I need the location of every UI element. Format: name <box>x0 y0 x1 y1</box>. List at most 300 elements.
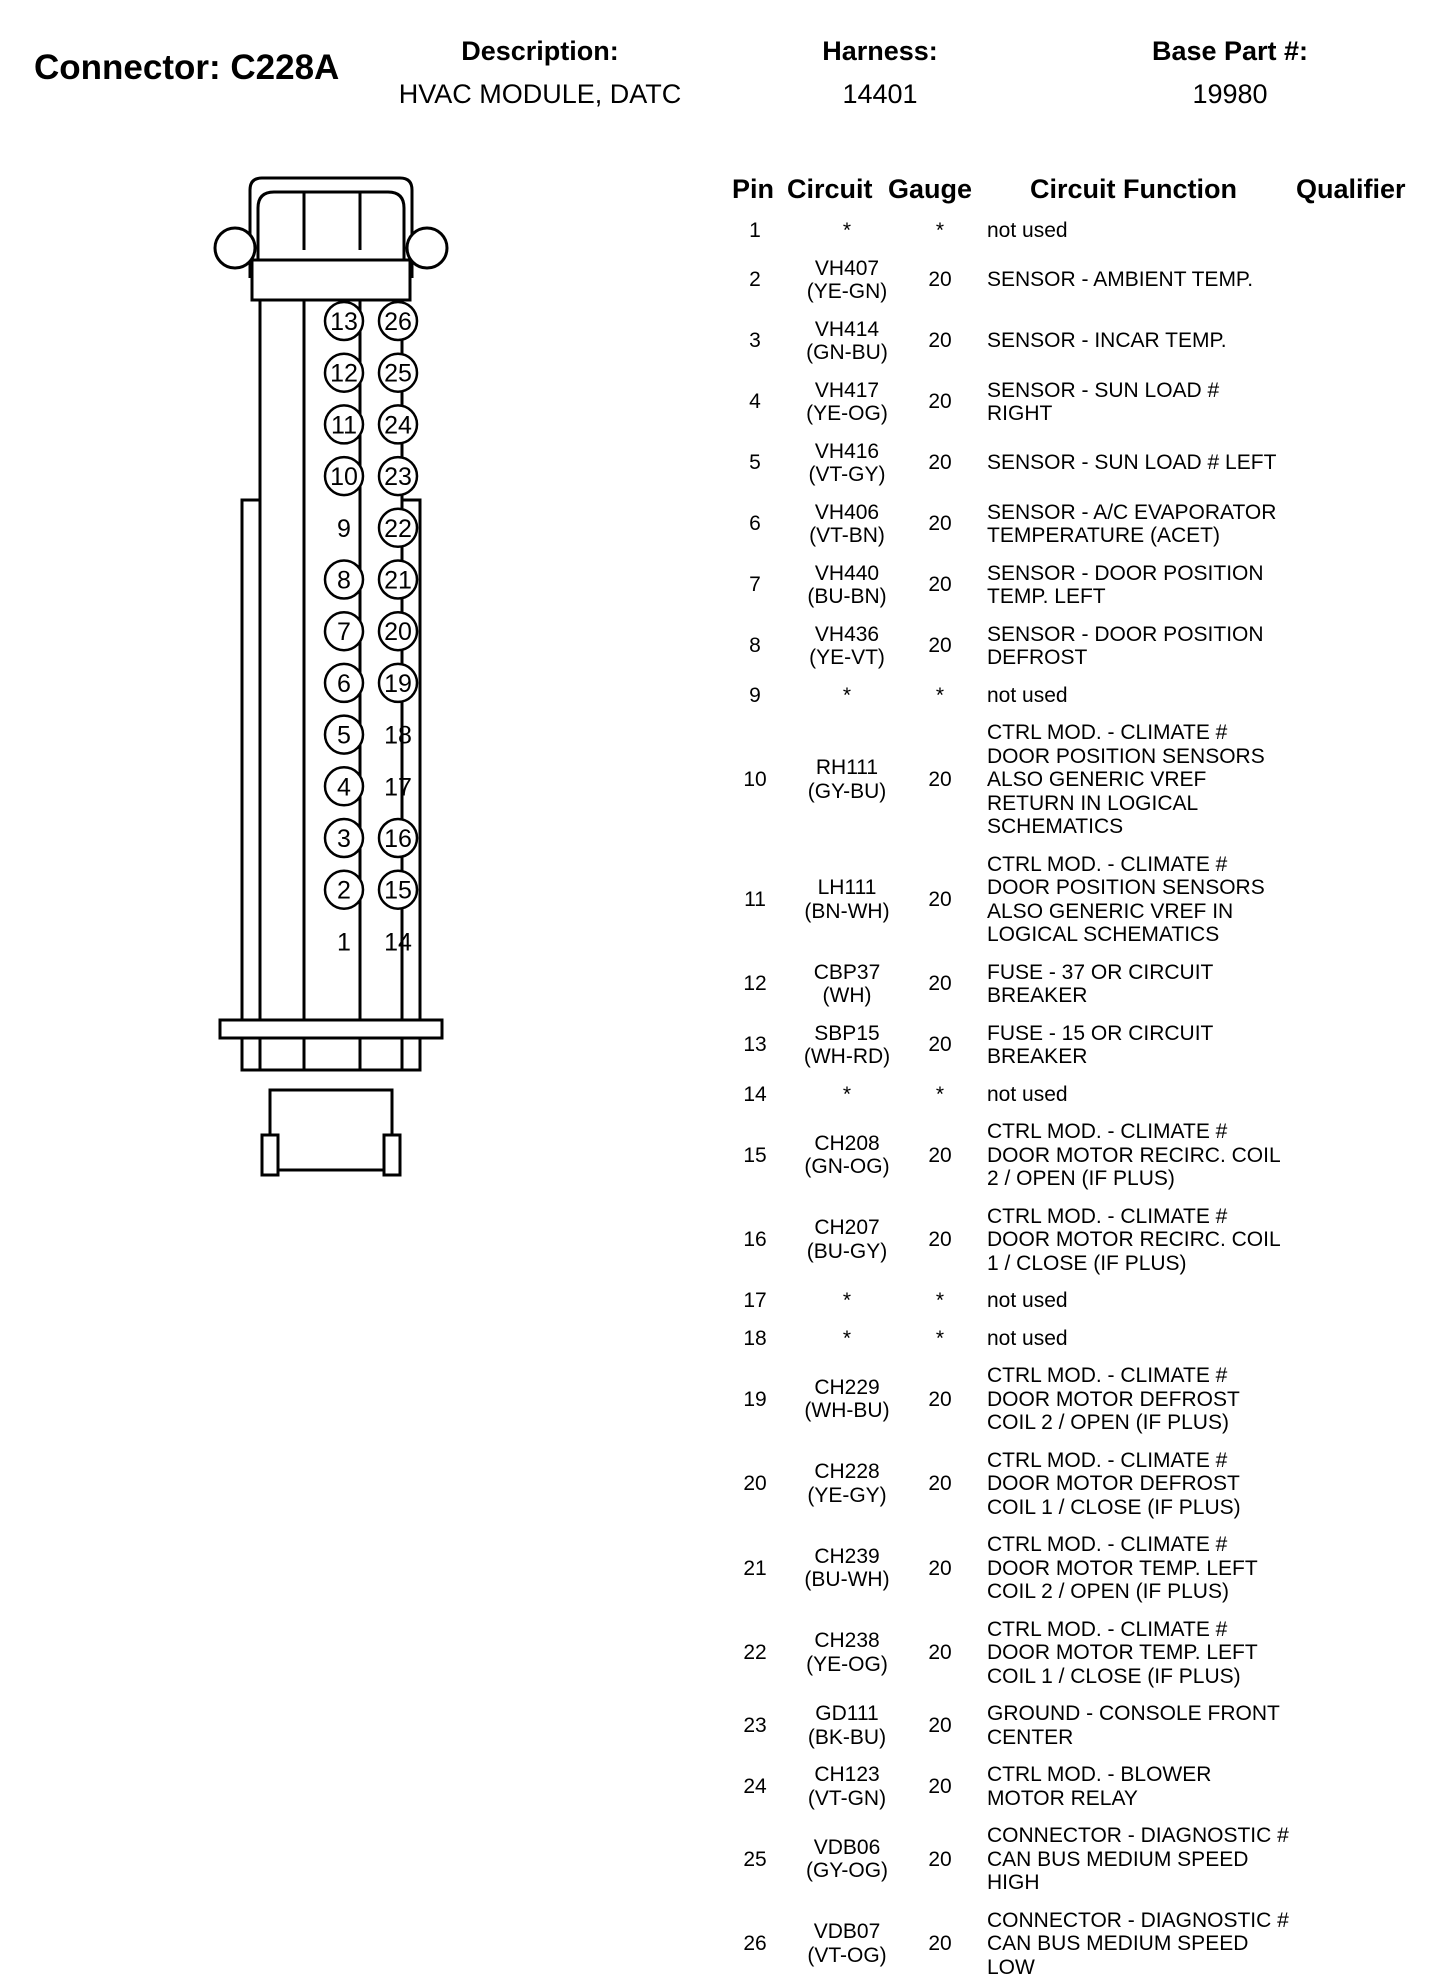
circuit-code <box>792 954 902 1015</box>
left-rail <box>242 500 260 1070</box>
circuit-code-line: * <box>843 219 851 243</box>
circuit-function <box>987 1817 1347 1902</box>
circuit-function <box>987 714 1347 846</box>
circuit-code-line: VH417 <box>815 379 879 403</box>
table-row <box>720 1015 1420 1076</box>
qualifier <box>1350 1198 1420 1283</box>
qualifier <box>1350 1526 1420 1611</box>
table-row <box>720 1357 1420 1442</box>
pin-number <box>720 1695 790 1756</box>
circuit-code-line: (BK-BU) <box>808 1726 886 1750</box>
pin-number-text: 1 <box>749 219 761 243</box>
circuit-function-line: RIGHT <box>987 402 1219 426</box>
pin-label: 16 <box>384 825 412 853</box>
wire-gauge-text: 20 <box>928 1388 951 1412</box>
pin-number <box>720 250 790 311</box>
circuit-function-line: TEMP. LEFT <box>987 585 1264 609</box>
wire-gauge <box>890 954 990 1015</box>
qualifier <box>1350 311 1420 372</box>
pin-label: 13 <box>330 308 358 336</box>
circuit-function <box>987 311 1347 372</box>
wire-gauge <box>890 372 990 433</box>
circuit-code <box>792 433 902 494</box>
pin-number <box>720 1526 790 1611</box>
col-header-function: Circuit Function <box>1030 174 1237 205</box>
circuit-code-line: (BN-WH) <box>804 900 889 924</box>
circuit-function-line: SENSOR - DOOR POSITION <box>987 562 1264 586</box>
qualifier <box>1350 1817 1420 1902</box>
circuit-code-line: LH111 <box>818 876 877 900</box>
pin-label: 6 <box>337 670 351 698</box>
pin-number <box>720 1756 790 1817</box>
circuit-code <box>792 494 902 555</box>
circuit-code-line: (BU-GY) <box>807 1240 888 1264</box>
pin-label: 5 <box>337 722 351 750</box>
circuit-code <box>792 1526 902 1611</box>
circuit-function-line: MOTOR RELAY <box>987 1787 1211 1811</box>
circuit-function <box>987 1526 1347 1611</box>
wire-gauge-text: 20 <box>928 634 951 658</box>
circuit-function-line: ALSO GENERIC VREF IN <box>987 900 1265 924</box>
pin-label: 15 <box>384 877 412 905</box>
circuit-code-line: (YE-GY) <box>807 1484 886 1508</box>
wire-gauge <box>890 1113 990 1198</box>
pin-label: 12 <box>330 360 358 388</box>
connector-hood-inner <box>258 192 404 270</box>
left-knob <box>215 228 255 268</box>
pin-label: 25 <box>384 360 412 388</box>
circuit-code-line: (WH-RD) <box>804 1045 890 1069</box>
circuit-function-line: CTRL MOD. - CLIMATE # <box>987 1205 1281 1229</box>
wire-gauge <box>890 846 990 954</box>
circuit-code-line: * <box>843 1327 851 1351</box>
circuit-code <box>792 250 902 311</box>
circuit-code <box>792 616 902 677</box>
connector-pin <box>379 561 417 599</box>
circuit-function-line: CENTER <box>987 1726 1280 1750</box>
table-row <box>720 555 1420 616</box>
pin-number-text: 9 <box>749 684 761 708</box>
circuit-function-line: COIL 2 / OPEN (IF PLUS) <box>987 1580 1258 1604</box>
qualifier <box>1350 846 1420 954</box>
top-crossbar <box>252 260 410 300</box>
connector-pin <box>379 509 417 547</box>
description-block <box>390 36 690 110</box>
circuit-function <box>987 1320 1347 1358</box>
pin-number <box>720 372 790 433</box>
circuit-code <box>792 1076 902 1114</box>
col-header-qualifier: Qualifier <box>1296 174 1406 205</box>
circuit-code <box>792 1902 902 1986</box>
harness-label: Harness: <box>780 36 980 67</box>
circuit-code <box>792 1357 902 1442</box>
connector-pin <box>325 767 363 805</box>
description-value: HVAC MODULE, DATC <box>390 79 690 110</box>
pin-number <box>720 954 790 1015</box>
circuit-function-line: 1 / CLOSE (IF PLUS) <box>987 1252 1281 1276</box>
circuit-function <box>987 1442 1347 1527</box>
pin-label: 10 <box>330 463 358 491</box>
pin-label: 24 <box>384 411 412 439</box>
circuit-code <box>792 714 902 846</box>
circuit-code-line: VDB06 <box>814 1836 881 1860</box>
circuit-function-line: CTRL MOD. - BLOWER <box>987 1763 1211 1787</box>
qualifier <box>1350 212 1420 250</box>
pin-label: 22 <box>384 515 412 543</box>
table-row <box>720 1198 1420 1283</box>
pin-number <box>720 616 790 677</box>
circuit-function-line: COIL 1 / CLOSE (IF PLUS) <box>987 1665 1258 1689</box>
circuit-code-line: (WH) <box>823 984 872 1008</box>
circuit-function <box>987 1902 1347 1986</box>
circuit-code <box>792 1198 902 1283</box>
pin-label: 19 <box>384 670 412 698</box>
circuit-code <box>792 1817 902 1902</box>
circuit-function-line: DOOR MOTOR RECIRC. COIL <box>987 1144 1281 1168</box>
circuit-function-line: CAN BUS MEDIUM SPEED <box>987 1848 1289 1872</box>
pin-number <box>720 1442 790 1527</box>
pin-number-text: 15 <box>743 1144 766 1168</box>
circuit-code <box>792 372 902 433</box>
wire-gauge-text: * <box>936 219 944 243</box>
circuit-function-line: SENSOR - AMBIENT TEMP. <box>987 268 1253 292</box>
pin-label: 23 <box>384 463 412 491</box>
wire-gauge-text: 20 <box>928 1932 951 1956</box>
pin-number-text: 7 <box>749 573 761 597</box>
table-row <box>720 1442 1420 1527</box>
pin-number <box>720 433 790 494</box>
circuit-function-line: SENSOR - INCAR TEMP. <box>987 329 1227 353</box>
qualifier <box>1350 494 1420 555</box>
connector-pin <box>325 871 363 909</box>
pin-label: 2 <box>337 877 351 905</box>
circuit-code-line: (GY-OG) <box>806 1859 888 1883</box>
pin-number-text: 20 <box>743 1472 766 1496</box>
circuit-function <box>987 494 1347 555</box>
pin-number-text: 11 <box>744 888 766 912</box>
circuit-function-line: 2 / OPEN (IF PLUS) <box>987 1167 1281 1191</box>
pin-number-text: 16 <box>743 1228 766 1252</box>
circuit-code-line: * <box>843 1289 851 1313</box>
wire-gauge-text: 20 <box>928 1641 951 1665</box>
circuit-code-line: VH414 <box>815 318 879 342</box>
circuit-function-line: DOOR POSITION SENSORS <box>987 745 1265 769</box>
pin-number <box>720 1357 790 1442</box>
wire-gauge-text: 20 <box>928 268 951 292</box>
col-header-pin: Pin <box>732 174 774 205</box>
wire-gauge-text: 20 <box>928 451 951 475</box>
pin-number <box>720 212 790 250</box>
circuit-code-line: CBP37 <box>814 961 881 985</box>
connector-pin <box>384 773 412 801</box>
circuit-code <box>792 311 902 372</box>
circuit-code-line: (VT-GY) <box>809 463 886 487</box>
table-row <box>720 1320 1420 1358</box>
wire-gauge-text: * <box>936 684 944 708</box>
harness-value: 14401 <box>780 79 980 110</box>
qualifier <box>1350 1015 1420 1076</box>
qualifier <box>1350 433 1420 494</box>
connector-pin <box>325 457 363 495</box>
table-row <box>720 1695 1420 1756</box>
circuit-function-line: not used <box>987 1289 1068 1313</box>
wire-gauge <box>890 1756 990 1817</box>
wire-gauge <box>890 555 990 616</box>
table-row <box>720 1526 1420 1611</box>
wire-gauge <box>890 433 990 494</box>
circuit-function-line: not used <box>987 219 1068 243</box>
circuit-function-line: CTRL MOD. - CLIMATE # <box>987 1120 1281 1144</box>
table-row <box>720 494 1420 555</box>
circuit-code-line: CH208 <box>814 1132 879 1156</box>
connector-pin <box>325 664 363 702</box>
qualifier <box>1350 1756 1420 1817</box>
connector-pin <box>379 612 417 650</box>
circuit-function <box>987 1357 1347 1442</box>
circuit-function-line: CTRL MOD. - CLIMATE # <box>987 1449 1241 1473</box>
table-row <box>720 311 1420 372</box>
table-row <box>720 1282 1420 1320</box>
pin-number-text: 5 <box>749 451 761 475</box>
circuit-function <box>987 677 1347 715</box>
wire-gauge-text: 20 <box>928 1557 951 1581</box>
circuit-code <box>792 1282 902 1320</box>
wire-gauge <box>890 1611 990 1696</box>
circuit-function <box>987 433 1347 494</box>
circuit-code-line: (GN-BU) <box>806 341 888 365</box>
pin-number-text: 18 <box>743 1327 766 1351</box>
wire-gauge <box>890 1357 990 1442</box>
wire-gauge <box>890 1695 990 1756</box>
pin-label: 1 <box>337 928 351 956</box>
table-row <box>720 433 1420 494</box>
circuit-code <box>792 1695 902 1756</box>
circuit-function-line: DOOR MOTOR DEFROST <box>987 1388 1240 1412</box>
wire-gauge <box>890 616 990 677</box>
wire-gauge-text: 20 <box>928 1714 951 1738</box>
pin-label: 7 <box>337 618 351 646</box>
circuit-code <box>792 1015 902 1076</box>
circuit-function-line: BREAKER <box>987 984 1213 1008</box>
table-row <box>720 954 1420 1015</box>
wire-gauge <box>890 1320 990 1358</box>
circuit-function-line: SENSOR - SUN LOAD # LEFT <box>987 451 1276 475</box>
circuit-function-line: CONNECTOR - DIAGNOSTIC # <box>987 1824 1289 1848</box>
circuit-code-line: CH228 <box>814 1460 879 1484</box>
circuit-function <box>987 372 1347 433</box>
connector-pin <box>325 819 363 857</box>
circuit-code-line: (GN-OG) <box>804 1155 889 1179</box>
wire-gauge-text: 20 <box>928 512 951 536</box>
circuit-function <box>987 1076 1347 1114</box>
pin-number <box>720 1076 790 1114</box>
circuit-code-line: (BU-WH) <box>804 1568 889 1592</box>
circuit-function-line: SENSOR - DOOR POSITION <box>987 623 1264 647</box>
connector-pin <box>337 928 351 956</box>
right-knob <box>407 228 447 268</box>
connector-pin <box>384 722 412 750</box>
circuit-function-line: COIL 1 / CLOSE (IF PLUS) <box>987 1496 1241 1520</box>
circuit-code <box>792 846 902 954</box>
connector-pin <box>384 928 412 956</box>
col-header-gauge: Gauge <box>888 174 972 205</box>
wire-gauge-text: * <box>936 1327 944 1351</box>
circuit-code-line: GD111 <box>815 1702 878 1726</box>
connector-pin <box>325 302 363 340</box>
circuit-code <box>792 555 902 616</box>
circuit-function-line: DOOR MOTOR DEFROST <box>987 1472 1241 1496</box>
circuit-code-line: * <box>843 684 851 708</box>
wire-gauge-text: * <box>936 1289 944 1313</box>
connector-latch <box>304 192 360 250</box>
wire-gauge <box>890 311 990 372</box>
circuit-function-line: CTRL MOD. - CLIMATE # <box>987 853 1265 877</box>
circuit-code-line: RH111 <box>816 756 878 780</box>
circuit-code-line: (WH-BU) <box>804 1399 889 1423</box>
pin-number <box>720 1113 790 1198</box>
circuit-function-line: SENSOR - A/C EVAPORATOR <box>987 501 1276 525</box>
wire-gauge <box>890 677 990 715</box>
circuit-function-line: BREAKER <box>987 1045 1213 1069</box>
circuit-code-line: VH440 <box>815 562 879 586</box>
pin-number-text: 2 <box>749 268 761 292</box>
pin-number-text: 24 <box>743 1775 766 1799</box>
circuit-function-line: DOOR MOTOR TEMP. LEFT <box>987 1557 1258 1581</box>
circuit-code-line: (YE-GN) <box>807 280 888 304</box>
circuit-code <box>792 212 902 250</box>
circuit-code-line: VDB07 <box>814 1920 881 1944</box>
wire-gauge-text: 20 <box>928 1033 951 1057</box>
table-row <box>720 714 1420 846</box>
pin-number-text: 26 <box>743 1932 766 1956</box>
circuit-code <box>792 1113 902 1198</box>
wire-gauge <box>890 1902 990 1986</box>
qualifier <box>1350 555 1420 616</box>
wire-gauge <box>890 1076 990 1114</box>
pin-label: 4 <box>337 773 351 801</box>
circuit-code-line: VH416 <box>815 440 879 464</box>
pin-number <box>720 1198 790 1283</box>
pin-number <box>720 1902 790 1986</box>
circuit-function <box>987 212 1347 250</box>
pin-number <box>720 1320 790 1358</box>
wire-gauge-text: 20 <box>928 1848 951 1872</box>
pin-number-text: 13 <box>743 1033 766 1057</box>
circuit-function <box>987 1015 1347 1076</box>
circuit-code-line: (YE-OG) <box>806 402 888 426</box>
pin-label: 8 <box>337 567 351 595</box>
circuit-function-line: LOGICAL SCHEMATICS <box>987 923 1265 947</box>
qualifier <box>1350 616 1420 677</box>
table-row <box>720 372 1420 433</box>
pin-label: 14 <box>384 928 412 956</box>
qualifier <box>1350 1902 1420 1986</box>
pin-number-text: 8 <box>749 634 761 658</box>
circuit-code-line: CH239 <box>814 1545 879 1569</box>
wire-gauge <box>890 1198 990 1283</box>
qualifier <box>1350 1695 1420 1756</box>
table-row <box>720 1817 1420 1902</box>
circuit-code-line: (VT-BN) <box>809 524 885 548</box>
circuit-function-line: LOW <box>987 1956 1289 1980</box>
table-row <box>720 1076 1420 1114</box>
connector-pin <box>379 405 417 443</box>
connector-pin <box>379 664 417 702</box>
pin-number <box>720 1282 790 1320</box>
pin-number <box>720 1611 790 1696</box>
pin-label: 17 <box>384 773 412 801</box>
circuit-function-line: RETURN IN LOGICAL <box>987 792 1265 816</box>
table-row <box>720 846 1420 954</box>
pin-label: 11 <box>331 411 357 439</box>
wire-gauge <box>890 250 990 311</box>
table-row <box>720 1113 1420 1198</box>
circuit-function <box>987 616 1347 677</box>
pin-number-text: 6 <box>749 512 761 536</box>
wire-gauge <box>890 1526 990 1611</box>
qualifier <box>1350 1611 1420 1696</box>
qualifier <box>1350 677 1420 715</box>
wire-gauge <box>890 494 990 555</box>
wire-gauge <box>890 212 990 250</box>
base-part-value: 19980 <box>1120 79 1340 110</box>
wire-gauge-text: 20 <box>928 1144 951 1168</box>
connector-pin <box>325 354 363 392</box>
circuit-function-line: DEFROST <box>987 646 1264 670</box>
circuit-function <box>987 1113 1347 1198</box>
circuit-function-line: GROUND - CONSOLE FRONT <box>987 1702 1280 1726</box>
connector-diagram <box>200 170 560 1230</box>
wire-gauge-text: 20 <box>928 1228 951 1252</box>
circuit-function-line: FUSE - 15 OR CIRCUIT <box>987 1022 1213 1046</box>
wire-gauge-text: 20 <box>928 888 951 912</box>
pin-number-text: 23 <box>743 1714 766 1738</box>
pin-number-text: 25 <box>743 1848 766 1872</box>
pin-number <box>720 677 790 715</box>
circuit-function <box>987 1695 1347 1756</box>
pin-label: 26 <box>384 308 412 336</box>
qualifier <box>1350 1113 1420 1198</box>
circuit-function-line: DOOR POSITION SENSORS <box>987 876 1265 900</box>
connector-pin <box>325 405 363 443</box>
circuit-code <box>792 1442 902 1527</box>
circuit-code-line: (VT-OG) <box>807 1944 886 1968</box>
circuit-function <box>987 1756 1347 1817</box>
circuit-code-line: * <box>843 1083 851 1107</box>
pin-number <box>720 311 790 372</box>
connector-pin <box>325 561 363 599</box>
circuit-function-line: DOOR MOTOR RECIRC. COIL <box>987 1228 1281 1252</box>
table-row <box>720 250 1420 311</box>
pin-number-text: 12 <box>743 972 766 996</box>
circuit-code-line: VH406 <box>815 501 879 525</box>
connector-pin <box>379 871 417 909</box>
circuit-function-line: CONNECTOR - DIAGNOSTIC # <box>987 1909 1289 1933</box>
wire-gauge <box>890 1817 990 1902</box>
circuit-code-line: (BU-BN) <box>807 585 886 609</box>
pin-label: 21 <box>384 567 412 595</box>
pin-number-text: 4 <box>749 390 761 414</box>
circuit-function-line: not used <box>987 1083 1068 1107</box>
wire-gauge <box>890 1442 990 1527</box>
qualifier <box>1350 1357 1420 1442</box>
pin-number <box>720 714 790 846</box>
pin-number-text: 17 <box>743 1289 766 1313</box>
circuit-code-line: CH229 <box>814 1376 879 1400</box>
circuit-function-line: CTRL MOD. - CLIMATE # <box>987 1618 1258 1642</box>
connector-title: Connector: C228A <box>34 48 339 88</box>
circuit-function <box>987 250 1347 311</box>
